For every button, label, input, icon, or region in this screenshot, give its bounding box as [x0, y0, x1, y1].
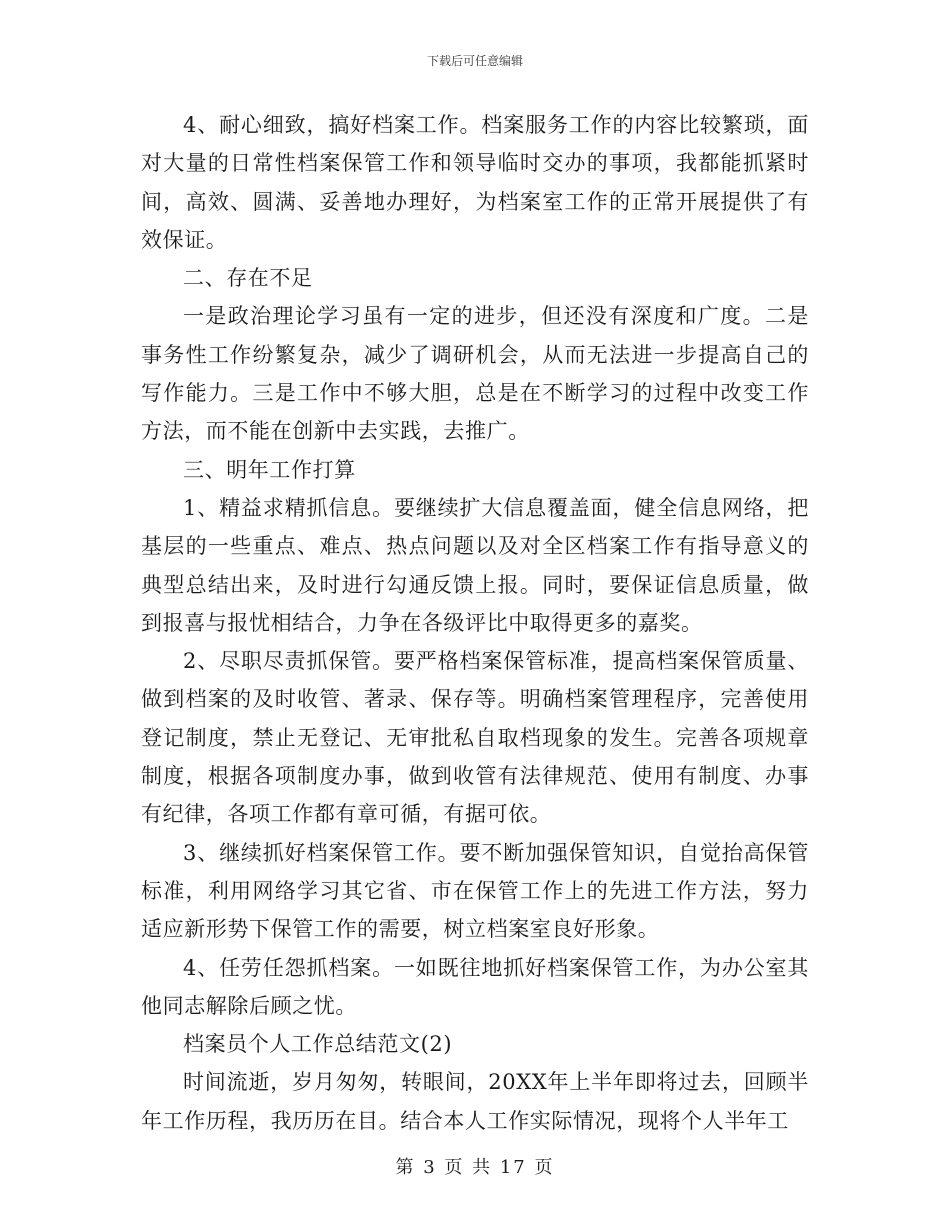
paragraph-plan-4-archives: 4、任劳任怨抓档案。一如既往地抓好档案保管工作，为办公室其他同志解除后顾之忧。 [141, 955, 809, 1018]
paragraph-plan-1-information: 1、精益求精抓信息。要继续扩大信息覆盖面，健全信息网络，把基层的一些重点、难点、热点问题以及对全区档案工作有指导意义的典型总结出来，及时进行勾通反馈上报。同时，要保证信息质量，做到报喜与报忧相结合，力争在各级评比中取得更多的嘉奖。 [141, 495, 809, 635]
document-subtitle: 档案员个人工作总结范文(2) [183, 1032, 453, 1057]
document-body [141, 106, 809, 1140]
page-number-label: 第 3 页 共 17 页 [395, 1157, 555, 1178]
section-heading-shortcomings: 二、存在不足 [183, 266, 313, 291]
section-heading-next-year-plan: 三、明年工作打算 [183, 457, 356, 482]
paragraph-plan-2-custody: 2、尽职尽责抓保管。要严格档案保管标准，提高档案保管质量、做到档案的及时收管、著录、保存等。明确档案管理程序，完善使用登记制度，禁止无登记、无审批私自取档现象的发生。完善各项规章制度，根据各项制度办事，做到收管有法律规范、使用有制度、办事有纪律，各项工作都有章可循，有据可依。 [141, 649, 809, 827]
paragraph-intro: 时间流逝，岁月匆匆，转眼间，20XX年上半年即将过去，回顾半年工作历程，我历历在目。结合本人工作实际情况，现将个人半年工 [141, 1070, 809, 1133]
paragraph-item-4-patience: 4、耐心细致，搞好档案工作。档案服务工作的内容比较繁琐，面对大量的日常性档案保管工作和领导临时交办的事项，我都能抓紧时间，高效、圆满、妥善地办理好，为档案室工作的正常开展提供了有效保证。 [141, 113, 809, 252]
page-number-footer [0, 1153, 950, 1179]
paragraph-plan-3-archive-custody: 3、继续抓好档案保管工作。要不断加强保管知识，自觉抬高保管标准，利用网络学习其它省、市在保管工作上的先进工作方法，努力适应新形势下保管工作的需要，树立档案室良好形象。 [141, 840, 809, 942]
page-header-note: 下载后可任意编辑 [426, 54, 523, 68]
paragraph-shortcomings: 一是政治理论学习虽有一定的进步，但还没有深度和广度。二是事务性工作纷繁复杂，减少了调研机会，从而无法进一步提高自己的写作能力。三是工作中不够大胆，总是在不断学习的过程中改变工作方法，而不能在创新中去实践，去推广。 [141, 304, 809, 444]
